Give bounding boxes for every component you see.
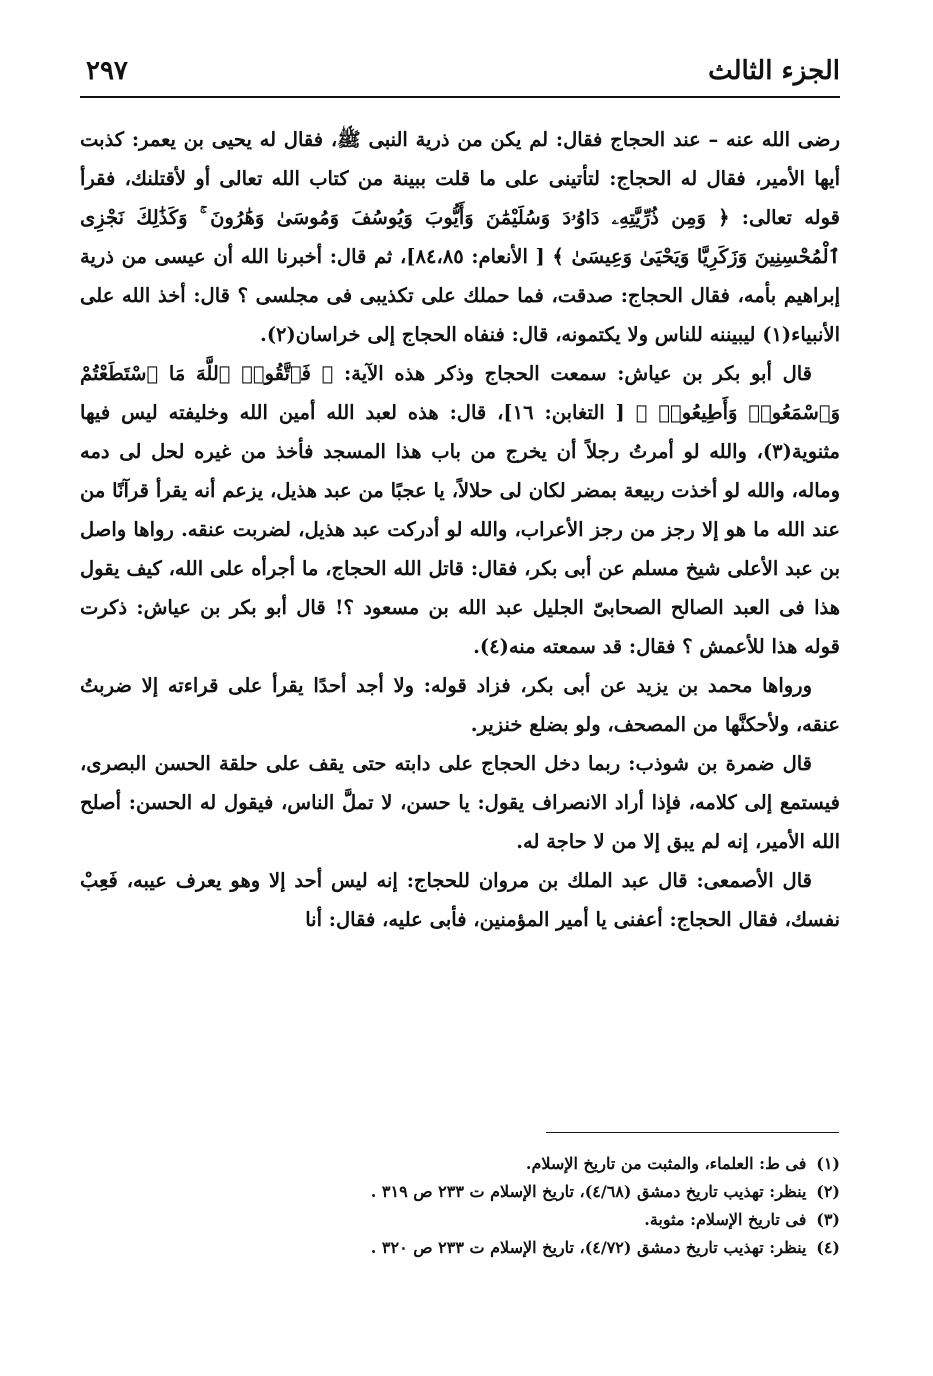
- footnote-text: فى ط: العلماء، والمثبت من تاريخ الإسلام.: [525, 1154, 807, 1173]
- footnote-number: (١): [816, 1154, 840, 1173]
- page-header: [80, 52, 840, 98]
- footnote-item: [180, 1178, 840, 1206]
- footnote-text: فى تاريخ الإسلام: مثوبة.: [644, 1210, 807, 1229]
- footnote-text: ينظر: تهذيب تاريخ دمشق (٤/٦٨)، تاريخ الإسلام ت ٢٣٣ ص ٣١٩ .: [370, 1182, 807, 1201]
- footnote-separator: [546, 1132, 839, 1133]
- footnote-text: ينظر: تهذيب تاريخ دمشق (٤/٧٢)، تاريخ الإسلام ت ٢٣٣ ص ٣٢٠ .: [370, 1238, 807, 1257]
- paragraph-1: رضى الله عنه – عند الحجاج فقال: لم يكن من ذرية النبى ﷺ، فقال له يحيى بن يعمر: كذبت أيها الأمير، فقال له الحجاج: لتأتينى على ما قلت ببينة من كتاب الله تعالى أو لأقتلنك، فقرأ قوله تعالى: ﴿ وَمِن ذُرِّيَّتِهِۦ دَاوُۥدَ وَسُلَيْمَٰنَ وَأَيُّوبَ وَيُوسُفَ وَمُوسَىٰ وَهَٰرُونَ ۚ وَكَذَٰلِكَ نَجْزِى ٱلْمُحْسِنِينَ وَزَكَرِيَّا وَيَحْيَىٰ وَعِيسَىٰ ﴾ [ الأنعام: ٨٤،٨٥]، ثم قال: أخبرنا الله أن عيسى من ذرية إبراهيم بأمه، فقال الحجاج: صدقت، فما حملك على تكذيبى فى مجلسى ؟ قال: أخذ الله على الأنبياء(١) ليبيننه للناس ولا يكتمونه، قال: فنفاه الحجاج إلى خراسان(٢).: [80, 128, 840, 346]
- footnote-item: [180, 1206, 840, 1234]
- footnote-number: (٤): [816, 1238, 840, 1257]
- footnote-number: (٣): [816, 1210, 840, 1229]
- footnote-item: [180, 1150, 840, 1178]
- page-body: [80, 120, 840, 939]
- paragraph-3: ورواها محمد بن يزيد عن أبى بكر، فزاد قوله: ولا أجد أحدًا يقرأ على قراءته إلا ضربتُ عنقه، ولأحكنَّها من المصحف، ولو بضلع خنزير.: [80, 674, 840, 736]
- paragraph-5: قال الأصمعى: قال عبد الملك بن مروان للحجاج: إنه ليس أحد إلا وهو يعرف عيبه، فَعِبْ نفسك، فقال الحجاج: أعفنى يا أمير المؤمنين، فأبى عليه، فقال: أنا: [80, 869, 840, 931]
- paragraph-4: قال ضمرة بن شوذب: ربما دخل الحجاج على دابته حتى يقف على حلقة الحسن البصرى، فيستمع إلى كلامه، فإذا أراد الانصراف يقول: يا حسن، لا تملَّ الناس، فيقول له الحسن: أصلح الله الأمير، إنه لم يبق إلا من لا حاجة له.: [80, 752, 840, 853]
- page-number: ٢٩٧: [86, 56, 128, 86]
- paragraph-2: قال أبو بكر بن عياش: سمعت الحجاج وذكر هذه الآية: ﴿ فَٱتَّقُوا۟ ٱللَّهَ مَا ٱسْتَطَعْتُمْ وَٱسْمَعُوا۟ وَأَطِيعُوا۟ ﴾ [ التغابن: ١٦]، قال: هذه لعبد الله أمين الله وخليفته ليس فيها مثنوية(٣)، والله لو أمرتُ رجلاً أن يخرج من باب هذا المسجد فأخذ من غيره لحل لى دمه وماله، والله لو أخذت ربيعة بمضر لكان لى حلالاً، يا عجبًا من عبد هذيل، يزعم أنه يقرأ قرآنًا من عند الله ما هو إلا رجز من رجز الأعراب، والله لو أدركت عبد هذيل، لضربت عنقه. رواها واصل بن عبد الأعلى شيخ مسلم عن أبى بكر، فقال: قاتل الله الحجاج، ما أجرأه على الله، كيف يقول هذا فى العبد الصالح الصحابىّ الجليل عبد الله بن مسعود ؟! قال أبو بكر بن عياش: ذكرت قوله هذا للأعمش ؟ فقال: قد سمعته منه(٤).: [80, 362, 840, 658]
- footnote-item: [180, 1234, 840, 1262]
- footnote-number: (٢): [816, 1182, 840, 1201]
- footnotes: [180, 1150, 840, 1262]
- running-title: الجزء الثالث: [708, 56, 840, 86]
